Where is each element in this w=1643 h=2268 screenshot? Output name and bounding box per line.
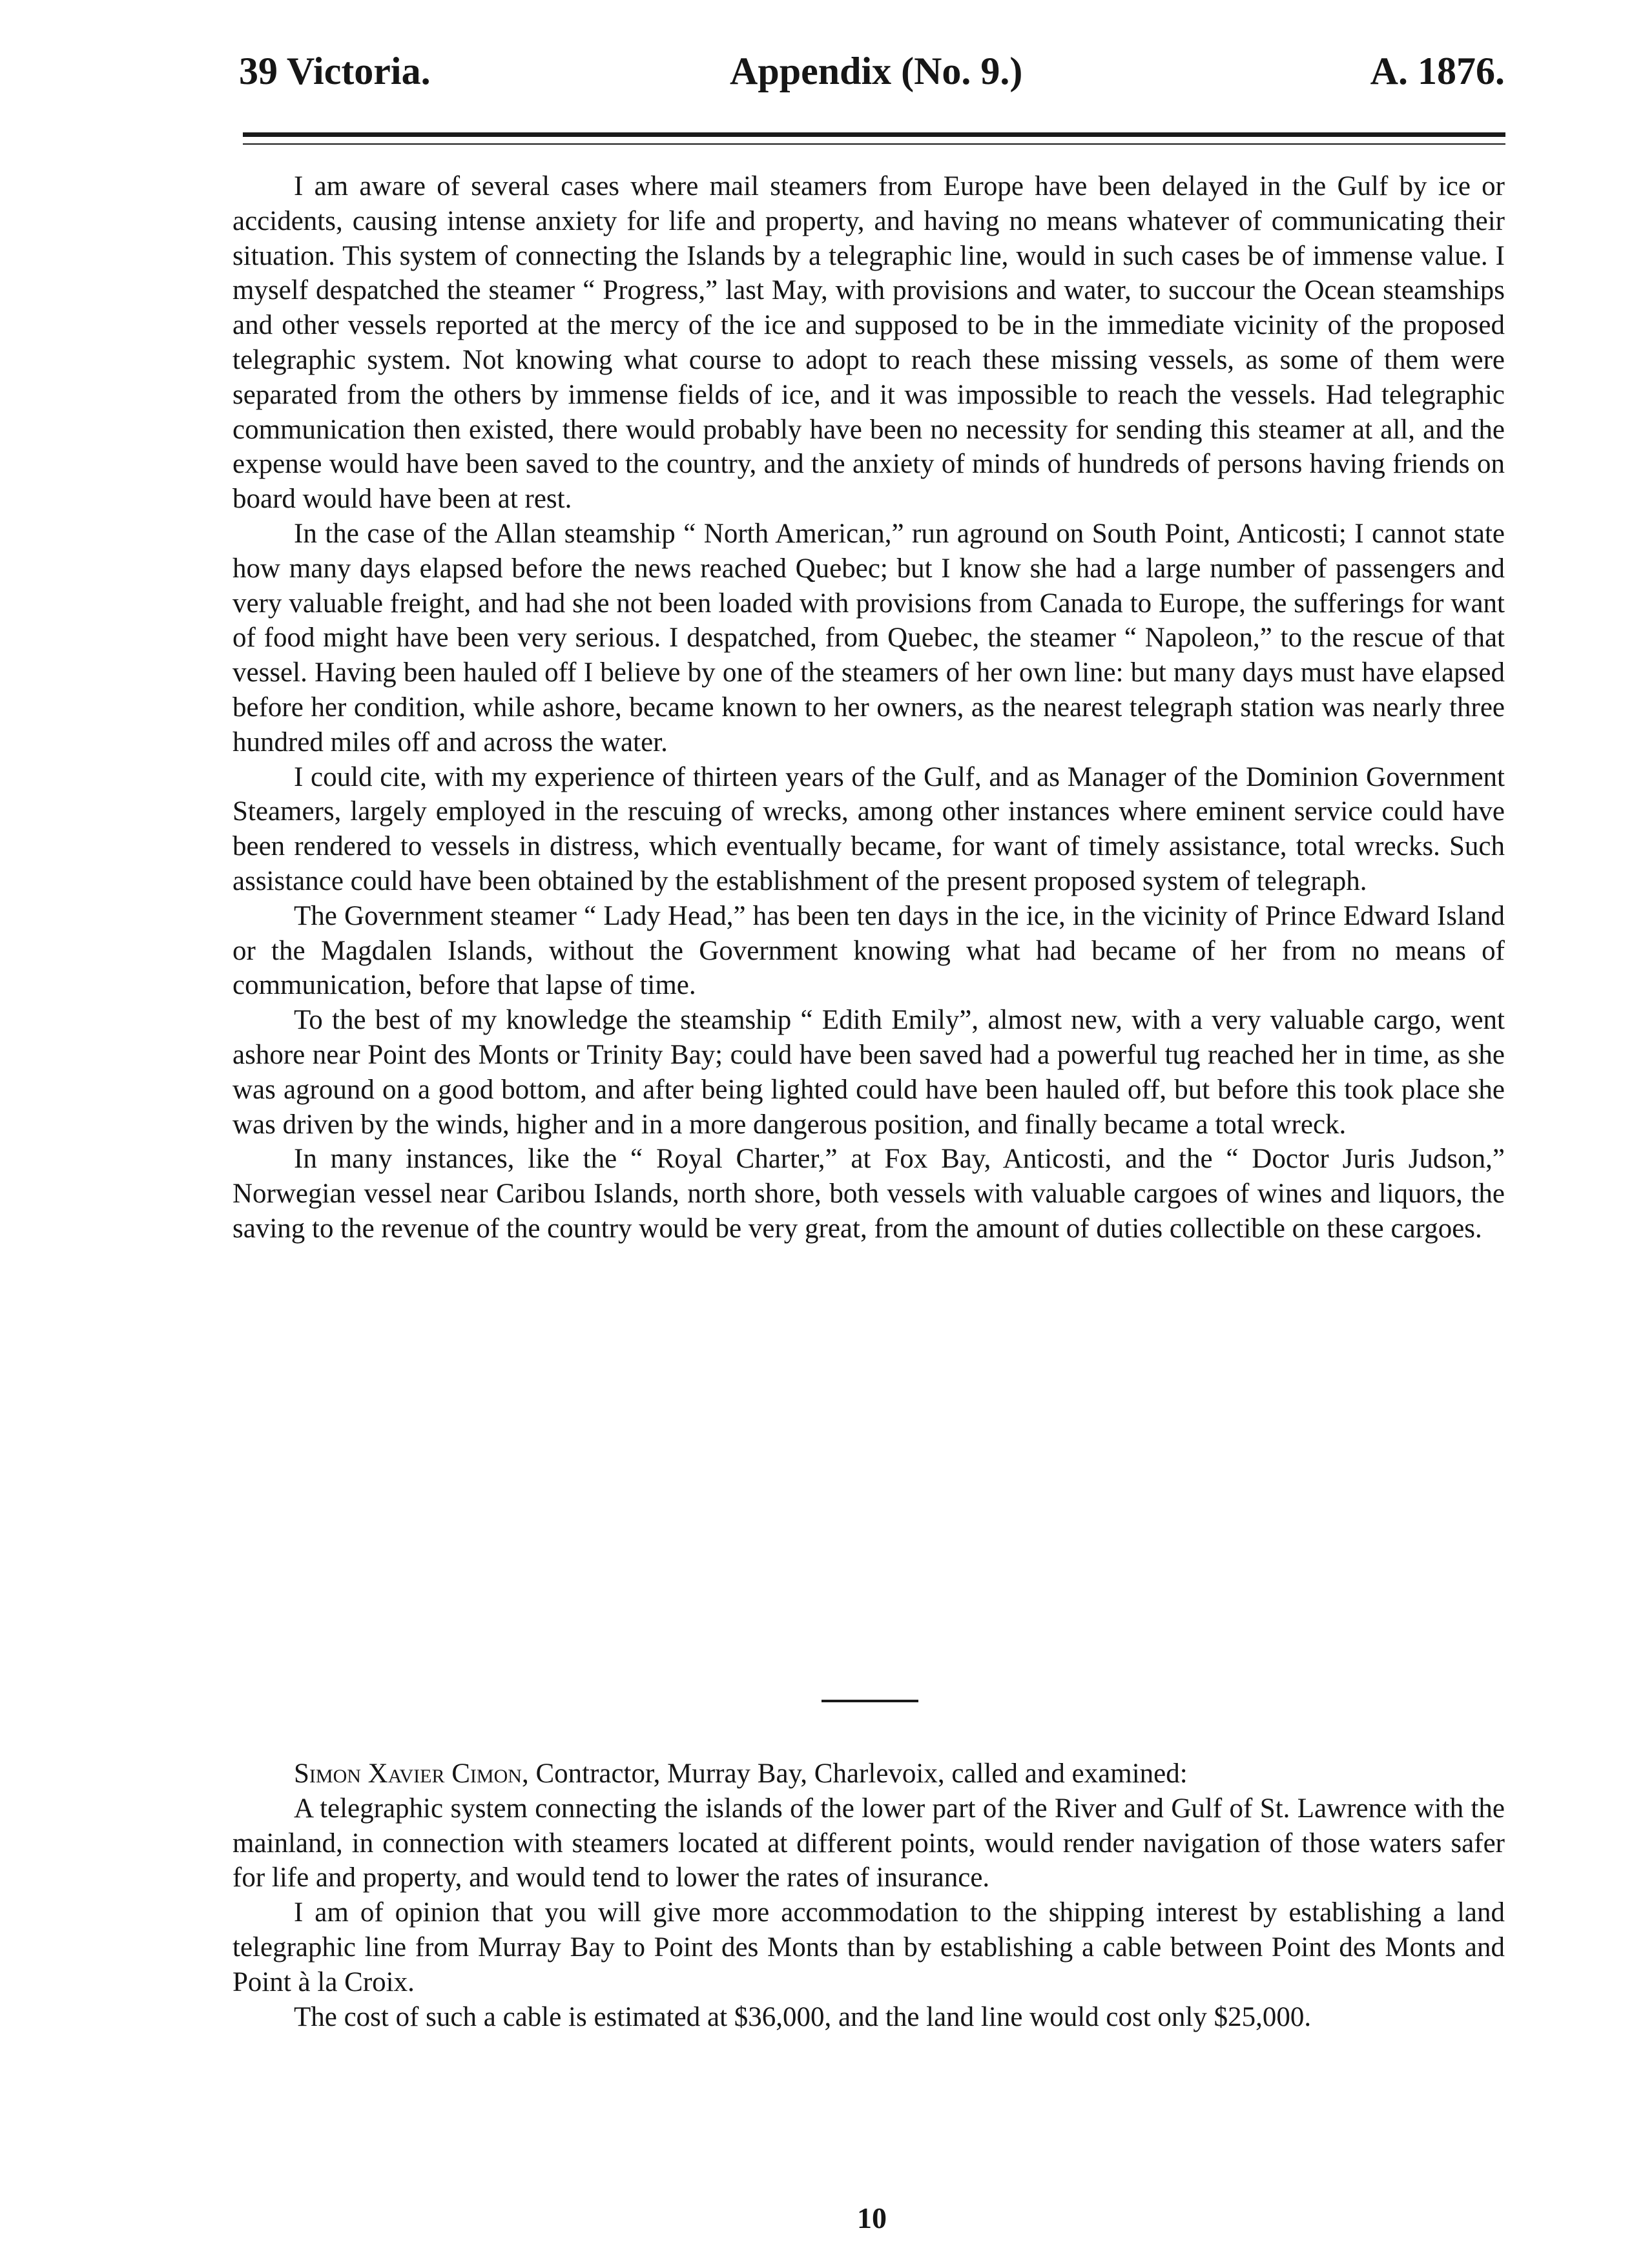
paragraph: I am of opinion that you will give more accommodation to the shipping interest by establishing a land telegraphic line from Murray Bay to Point des Monts than by establishing a cable between Point des Monts and Point à la Croix. <box>232 1897 1505 1997</box>
paragraph: In many instances, like the “ Royal Charter,” at Fox Bay, Anticosti, and the “ Doctor Juris Judson,” Norwegian vessel near Caribou Islands, north shore, both vessels with valuable cargoes of wines and liquors, the saving to the revenue of the country would be very great, from the amount of duties collectible on these cargoes. <box>232 1144 1505 1244</box>
witness-name: Simon Xavier Cimon <box>294 1758 522 1789</box>
section-divider <box>822 1700 918 1702</box>
header-session: 39 Victoria. <box>239 50 431 92</box>
testimony-section-2 <box>232 1757 1505 2034</box>
page-header <box>239 45 1505 97</box>
witness-intro <box>232 1757 1505 1791</box>
paragraph: I could cite, with my experience of thirteen years of the Gulf, and as Manager of the Dominion Government Steamers, largely employed in the rescuing of wrecks, among other instances where eminent service could have been rendered to vessels in distress, which eventually became, for want of timely assistance, total wrecks. Such assistance could have been obtained by the establishment of the present proposed system of telegraph. <box>232 761 1505 896</box>
header-appendix: Appendix (No. 9.) <box>730 50 1023 92</box>
header-rule-thin <box>243 143 1505 145</box>
header-rule-thick <box>243 132 1505 137</box>
page-number: 10 <box>857 2201 887 2234</box>
paragraph: To the best of my knowledge the steamship “ Edith Emily”, almost new, with a very valuable cargo, went ashore near Point des Monts or Trinity Bay; could have been saved had a powerful tug reached her in time, as she was aground on a good bottom, and after being lighted could have been hauled off, but before this took place she was driven by the winds, higher and in a more dangerous position, and finally became a total wreck. <box>232 1005 1505 1140</box>
paragraph: A telegraphic system connecting the islands of the lower part of the River and Gulf of St. Lawrence with the mainland, in connection with steamers located at different points, would render navigation of those waters safer for life and property, and would tend to lower the rates of insurance. <box>232 1793 1505 1893</box>
witness-description: , Contractor, Murray Bay, Charlevoix, called and examined: <box>521 1758 1188 1789</box>
paragraph: I am aware of several cases where mail steamers from Europe have been delayed in the Gulf by ice or accidents, causing intense anxiety for life and property, and having no means whatever of communicating their situation. This system of connecting the Islands by a telegraphic line, would in such cases be of immense value. I myself despatched the steamer “ Progress,” last May, with provisions and water, to succour the Ocean steamships and other vessels reported at the mercy of the ice and supposed to be in the immediate vicinity of the proposed telegraphic system. Not knowing what course to adopt to reach these missing vessels, as some of them were separated from the others by immense fields of ice, and it was impossible to reach the vessels. Had telegraphic communication then existed, there would probably have been no necessity for sending this steamer at all, and the expense would have been saved to the country, and the anxiety of minds of hundreds of persons having friends on board would have been at rest. <box>232 171 1505 515</box>
testimony-section-1 <box>232 169 1505 1246</box>
header-year: A. 1876. <box>1370 50 1505 92</box>
paragraph: The cost of such a cable is estimated at $36,000, and the land line would cost only $25,000. <box>294 2001 1312 2032</box>
paragraph: The Government steamer “ Lady Head,” has been ten days in the ice, in the vicinity of Prince Edward Island or the Magdalen Islands, without the Government knowing what had became of her from no means of communication, before that lapse of time. <box>232 900 1505 1001</box>
paragraph: In the case of the Allan steamship “ North American,” run aground on South Point, Anticosti; I cannot state how many days elapsed before the news reached Quebec; but I know she had a large number of passengers and very valuable freight, and had she not been loaded with provisions from Canada to Europe, the sufferings for want of food might have been very serious. I despatched, from Quebec, the steamer “ Napoleon,” to the rescue of that vessel. Having been hauled off I believe by one of the steamers of her own line: but many days must have elapsed before her condition, while ashore, became known to her owners, as the nearest telegraph station was nearly three hundred miles off and across the water. <box>232 518 1505 758</box>
